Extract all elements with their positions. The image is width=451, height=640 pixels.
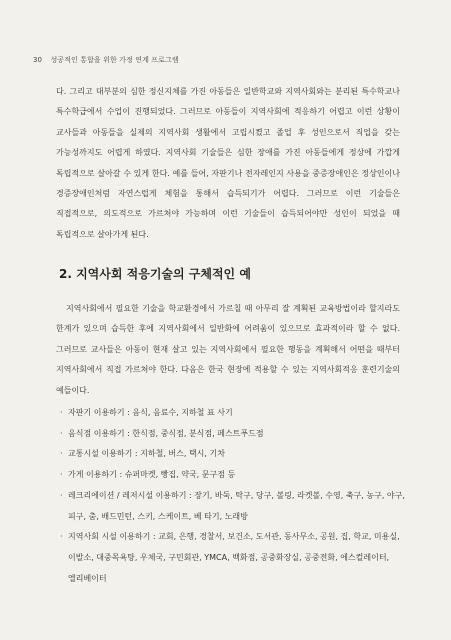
list-item-text: 지역사회 시설 이용하기 : 교회, 은행, 경찰서, 보건소, 도서관, 동사무소, 공원, 집, 학교, 미용실, 이발소, 대중목욕탕, 우체국, 구민회관, YMCA, 백화점, 공중화장실, 공중전화, 에스컬레이터, 엘리베이터 — [68, 532, 400, 583]
list-item — [60, 527, 405, 589]
running-header — [33, 55, 179, 65]
body-paragraph-2 — [56, 299, 400, 401]
bullet-icon: · — [60, 449, 63, 459]
list-item — [60, 424, 405, 445]
bullet-icon: · — [60, 470, 63, 480]
bullet-icon: · — [60, 490, 63, 500]
list-item-text: 가게 이용하기 : 슈퍼마켓, 빵집, 약국, 문구점 등 — [68, 470, 236, 480]
list-item-text: 레크리에이션 / 레저시설 이용하기 : 장기, 바둑, 탁구, 당구, 볼링, 라켓볼, 수영, 축구, 농구, 야구, 피구, 춤, 배드민턴, 스키, 스케이트, 베 타기, 노래방 — [68, 490, 405, 521]
list-item-text: 자판기 이용하기 : 음식, 음료수, 지하철 표 사기 — [68, 408, 233, 417]
running-title: 성공적인 통합을 위한 가정 연계 프로그램 — [50, 56, 179, 64]
example-list — [60, 403, 405, 589]
list-item — [60, 444, 405, 465]
list-item — [60, 486, 405, 527]
bullet-icon: · — [60, 428, 63, 438]
page-number: 30 — [33, 56, 43, 64]
list-item — [60, 403, 405, 424]
list-item-text: 교통시설 이용하기 : 지하철, 버스, 택시, 기차 — [68, 449, 225, 459]
bullet-icon: · — [60, 408, 63, 417]
list-item-text: 음식점 이용하기 : 한식점, 중식점, 분식점, 페스트푸드점 — [68, 428, 264, 438]
bullet-icon: · — [60, 532, 63, 542]
section-heading: 2. 지역사회 적응기술의 구체적인 예 — [59, 267, 251, 281]
body-paragraph-1: 다. 그리고 대부분의 심한 정신지체를 가진 아동들은 일반학교와 지역사회와는 분리된 특수학교나 특수학급에서 수업이 진행되었다. 그러므로 아동들이 지역사회에 적응하기 어렵고 이런 상황이 교사들과 아동들을 실제의 지역사회 생활에서 고립시켰고 졸업 후 성인으로서 직업을 갖는 가능성까지도 어렵게 하였다. 지역사회 기술들은 심한 장애를 가진 아동들에게 정상에 가깝게 독립적으로 살아갈 수 있게 한다. 예를 들어, 자판기나 전자레인지 사용을 중증장애인은 정상인이나 경증장애인처럼 자연스럽게 체험을 통해서 습득되기가 어렵다. 그러므로 이런 기술들은 직접적으로, 의도적으로 가르쳐야 가능하며 이런 기술들이 습득되어야만 성인이 되었을 때 독립적으로 살아가게 된다. — [56, 87, 400, 239]
list-item — [60, 465, 405, 486]
body-paragraph-2-text: 지역사회에서 필요한 기술을 학교환경에서 가르칠 때 아무리 잘 계획된 교육방법이라 할지라도 한계가 있으며 습득한 후에 지역사회에서 일반화에 어려움이 있으므로 효과적이라 할 수 없다. 그러므로 교사들은 아동이 현재 살고 있는 지역사회에서 필요한 행동을 계획해서 어떤을 때부터 지역사회에서 직접 가르쳐야 한다. 다음은 한국 현장에 적용할 수 있는 지역사회적응 훈련기술의 예들이다. — [56, 304, 400, 395]
